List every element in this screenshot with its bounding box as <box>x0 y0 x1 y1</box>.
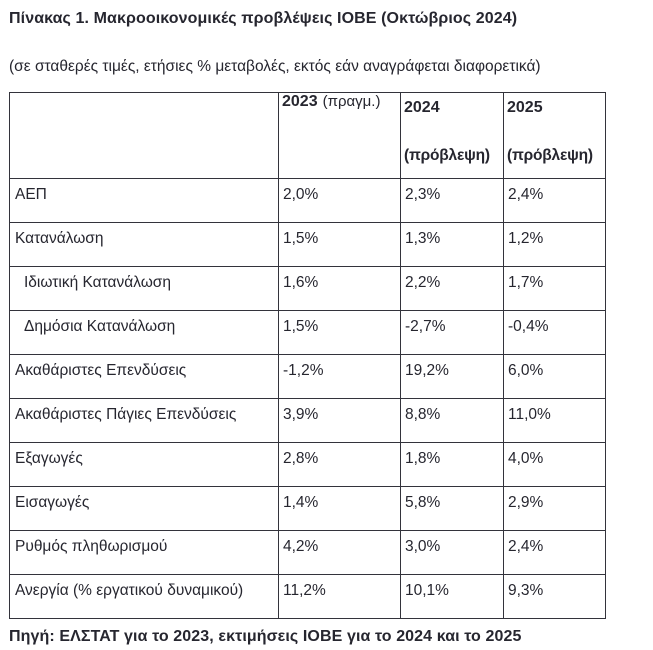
source-note: Πηγή: ΕΛΣΤΑΤ για το 2023, εκτιμήσεις ΙΟΒΕ για το 2024 και το 2025 <box>9 628 522 645</box>
table-row-private-consumption <box>10 267 606 311</box>
value-2023: 1,6% <box>279 267 401 311</box>
value-2023: -1,2% <box>279 355 401 399</box>
header-empty-cell <box>10 93 279 179</box>
value-2024: 3,0% <box>401 531 504 575</box>
value-2025: 11,0% <box>504 399 606 443</box>
value-2025: -0,4% <box>504 311 606 355</box>
value-2024: 2,3% <box>401 179 504 223</box>
table-row-public-consumption <box>10 311 606 355</box>
table-row-consumption <box>10 223 606 267</box>
value-2024: 5,8% <box>401 487 504 531</box>
macro-forecast-table <box>9 92 606 619</box>
header-2024-year: 2024 <box>404 99 440 116</box>
value-2023: 3,9% <box>279 399 401 443</box>
value-2023: 1,5% <box>279 223 401 267</box>
header-2023-note: (πραγμ.) <box>322 93 381 110</box>
header-col-2023 <box>279 93 401 179</box>
value-2024: -2,7% <box>401 311 504 355</box>
table-row-gdp <box>10 179 606 223</box>
row-label: Κατανάλωση <box>10 223 279 267</box>
value-2024: 2,2% <box>401 267 504 311</box>
header-2024-note: (πρόβλεψη) <box>404 147 490 164</box>
value-2024: 1,3% <box>401 223 504 267</box>
table-row-inflation <box>10 531 606 575</box>
value-2023: 2,8% <box>279 443 401 487</box>
value-2024: 1,8% <box>401 443 504 487</box>
header-2023-year: 2023 <box>282 93 318 110</box>
value-2025: 2,4% <box>504 531 606 575</box>
row-label: Εισαγωγές <box>10 487 279 531</box>
value-2023: 4,2% <box>279 531 401 575</box>
value-2024: 8,8% <box>401 399 504 443</box>
header-col-2025 <box>504 93 606 179</box>
header-2025-note: (πρόβλεψη) <box>507 147 593 164</box>
table-row-unemployment <box>10 575 606 619</box>
header-col-2024 <box>401 93 504 179</box>
table-subtitle: (σε σταθερές τιμές, ετήσιες % μεταβολές, εκτός εάν αναγράφεται διαφορετικά) <box>9 58 541 75</box>
row-label: Ιδιωτική Κατανάλωση <box>10 267 279 311</box>
table-row-exports <box>10 443 606 487</box>
row-label: Ρυθμός πληθωρισμού <box>10 531 279 575</box>
header-2025-year: 2025 <box>507 99 543 116</box>
row-label: Ακαθάριστες Πάγιες Επενδύσεις <box>10 399 279 443</box>
table-title: Πίνακας 1. Μακροοικονομικές προβλέψεις ΙΟΒΕ (Οκτώβριος 2024) <box>9 10 518 27</box>
header-row <box>10 93 606 179</box>
value-2025: 9,3% <box>504 575 606 619</box>
row-label: ΑΕΠ <box>10 179 279 223</box>
value-2023: 1,4% <box>279 487 401 531</box>
row-label: Ανεργία (% εργατικού δυναμικού) <box>10 575 279 619</box>
row-label: Δημόσια Κατανάλωση <box>10 311 279 355</box>
table-row-imports <box>10 487 606 531</box>
value-2024: 19,2% <box>401 355 504 399</box>
row-label: Ακαθάριστες Επενδύσεις <box>10 355 279 399</box>
table-row-gross-fixed-investment <box>10 399 606 443</box>
value-2025: 2,4% <box>504 179 606 223</box>
value-2025: 1,7% <box>504 267 606 311</box>
value-2025: 6,0% <box>504 355 606 399</box>
row-label: Εξαγωγές <box>10 443 279 487</box>
value-2025: 4,0% <box>504 443 606 487</box>
table-row-gross-investment <box>10 355 606 399</box>
value-2023: 2,0% <box>279 179 401 223</box>
value-2023: 11,2% <box>279 575 401 619</box>
value-2024: 10,1% <box>401 575 504 619</box>
value-2025: 1,2% <box>504 223 606 267</box>
value-2025: 2,9% <box>504 487 606 531</box>
value-2023: 1,5% <box>279 311 401 355</box>
